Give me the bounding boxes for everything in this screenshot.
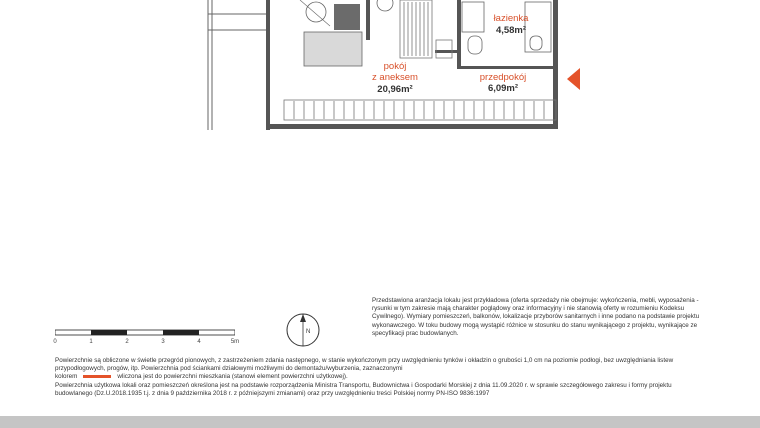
footnote-color-prefix: kolorem	[55, 373, 78, 381]
wall-right	[553, 0, 558, 129]
wall-bottom	[268, 124, 558, 129]
facade-wall-left	[266, 0, 270, 130]
svg-text:N: N	[306, 329, 311, 335]
room-area-hallway: 6,09m²	[487, 83, 519, 94]
arrangement-disclaimer: Przedstawiona aranżacja lokalu jest przykładowa (oferta sprzedaży nie obejmuje: wykończenia, mebli, wyposażenia - rysunki w tym zakresie mają charakter poglądowy oraz informacyjny i nie stanowią oferty w rozumieniu Kodeksu Cywilnego). Wymiary pomieszczeń, balkonów, lokalizacje przyborów sanitarnych i inne podano na podstawie projektu wykonawczego. W toku budowy mogą wystąpić różnice w stosunku do stanu wynikającego z projektu, wynikające ze specyfikacji prac budowlanych.	[372, 297, 700, 337]
footnote-line-3: Powierzchnia użytkowa lokali oraz pomieszczeń określona jest na podstawie rozporządzenia Ministra Transportu, Budownictwa i Gospodarki Morskiej z dnia 11.09.2020 r. w sprawie szczegółowego zakresu i formy projektu budowlanego (Dz.U.2018.1935 t.j. z dnia 9 października 2018 r. z późniejszymi zmianami) oraz przy uwzględnieniu treści Polskiej normy PN-ISO 9836:1997	[55, 381, 672, 397]
scale-tick-label: 2	[125, 339, 129, 345]
footer-band	[0, 416, 760, 428]
living-furniture	[300, 0, 393, 66]
north-arrow-icon	[285, 312, 321, 348]
entry-arrow-icon	[567, 68, 580, 90]
wall-partition-kitchen	[366, 0, 370, 40]
area-footnote	[55, 357, 695, 398]
scale-bar-graphic	[55, 327, 235, 339]
scale-tick-label: 4	[197, 339, 201, 345]
wardrobe	[284, 100, 556, 120]
footnote-line-2	[55, 373, 695, 381]
scale-tick-label: 5m	[230, 339, 240, 345]
kitchen-counter	[400, 0, 452, 58]
scale-tick-label: 0	[53, 339, 57, 345]
balcony	[208, 0, 268, 130]
room-area-bathroom: 4,58m²	[495, 25, 527, 36]
scale-tick-label: 1	[89, 339, 93, 345]
room-label-living-room: pokój z aneksem	[372, 61, 418, 83]
room-label-hallway: przedpokój	[479, 72, 527, 83]
footnote-line-1: Powierzchnie są obliczone w świetle przegród pionowych, z zastrzeżeniem zdania następnego, w stanie wykończonym przy uwzględnieniu tynków i okładzin o grubości 1,0 cm na poziomie podłogi, bez uwzględniania listew przypodłogowych, progów, itp. Powierzchnia pod ściankami działowymi możliwymi do demontażu/wyburzenia, zaznaczonymi	[55, 357, 674, 373]
demolishable-wall-swatch	[83, 375, 111, 378]
wall-partition-bath	[457, 0, 461, 68]
footnote-color-suffix: wliczona jest do powierzchni mieszkania (stanowi element powierzchni użytkowej).	[117, 373, 348, 381]
room-area-living-room: 20,96m²	[377, 84, 413, 95]
wall-bath-bottom	[457, 66, 553, 69]
room-label-bathroom: łazienka	[493, 13, 529, 24]
wall-bath-door-jamb	[435, 50, 459, 53]
scale-bar	[53, 326, 240, 348]
scale-tick-label: 3	[161, 339, 165, 345]
